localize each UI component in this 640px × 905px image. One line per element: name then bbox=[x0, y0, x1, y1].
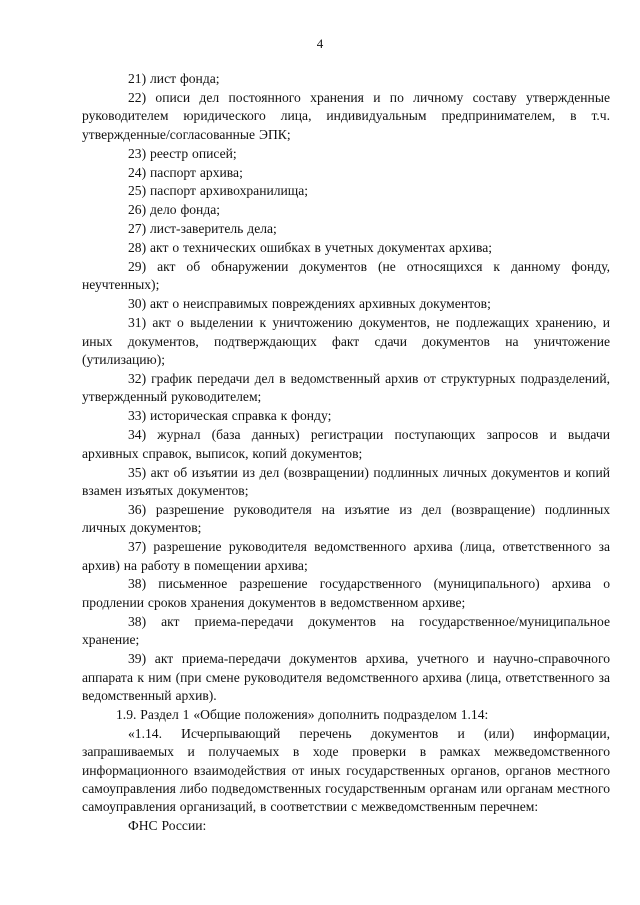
list-item-38b: 38) акт приема-передачи документов на государственное/муниципальное хранение; bbox=[82, 613, 610, 648]
list-item-32: 32) график передачи дел в ведомственный архив от структурных подразделений, утвержденный руководителем; bbox=[82, 371, 610, 405]
list-item-31: 31) акт о выделении к уничтожению документов, не подлежащих хранению, и иных документов, подтверждающих факт сдачи документов на уничтожение (утилизацию); bbox=[82, 315, 610, 368]
list-item-37: 37) разрешение руководителя ведомственного архива (лица, ответственного за архив) на работу в помещении архива; bbox=[82, 539, 610, 573]
list-item-27: 27) лист-заверитель дела; bbox=[128, 221, 277, 237]
document-body bbox=[82, 70, 610, 836]
section-1-14: «1.14. Исчерпывающий перечень документов и (или) информации, запрашиваемых и получаемых в ходе проверки в рамках межведомственного информационного взаимодействия от иных государственных органов, органов местного самоуправления либо подведомственных государственным органам или органам местного самоуправления организаций, в соответствии с межведомственным перечнем: bbox=[82, 725, 610, 815]
list-item-33: 33) историческая справка к фонду; bbox=[128, 408, 332, 424]
list-item-30: 30) акт о неисправимых повреждениях архивных документов; bbox=[128, 296, 491, 312]
list-item-28: 28) акт о технических ошибках в учетных документах архива; bbox=[128, 240, 493, 256]
list-item-25: 25) паспорт архивохранилища; bbox=[128, 183, 309, 199]
page-number: 4 bbox=[316, 36, 324, 51]
list-item-29: 29) акт об обнаружении документов (не относящихся к данному фонду, неучтенных); bbox=[82, 259, 610, 293]
list-item-36: 36) разрешение руководителя на изъятие из дел (возвращение) подлинных личных документов; bbox=[82, 501, 610, 536]
list-item-34: 34) журнал (база данных) регистрации поступающих запросов и выдачи архивных справок, выписок, копий документов; bbox=[82, 427, 610, 461]
list-item-21: 21) лист фонда; bbox=[128, 71, 220, 86]
fns-heading: ФНС России: bbox=[128, 818, 207, 834]
list-item-24: 24) паспорт архива; bbox=[128, 164, 243, 180]
list-item-35: 35) акт об изъятии из дел (возвращении) подлинных личных документов и копий взамен изъятых документов; bbox=[82, 464, 610, 498]
list-item-26: 26) дело фонда; bbox=[128, 202, 221, 218]
list-item-39: 39) акт приема-передачи документов архива, учетного и научно-справочного аппарата к ним (при смене руководителя ведомственного архива (лица, ответственного за ведомственный архив). bbox=[82, 651, 610, 703]
list-item-22: 22) описи дел постоянного хранения и по личному составу утвержденные руководителем юридического лица, индивидуальным предпринимателем, в т.ч. утвержденные/согласованные ЭПК; bbox=[82, 89, 610, 142]
section-1-9: 1.9. Раздел 1 «Общие положения» дополнить подразделом 1.14: bbox=[116, 706, 489, 722]
list-item-23: 23) реестр описей; bbox=[128, 145, 237, 161]
list-item-38a: 38) письменное разрешение государственного (муниципального) архива о продлении сроков хранения документов в ведомственном архиве; bbox=[82, 576, 610, 610]
